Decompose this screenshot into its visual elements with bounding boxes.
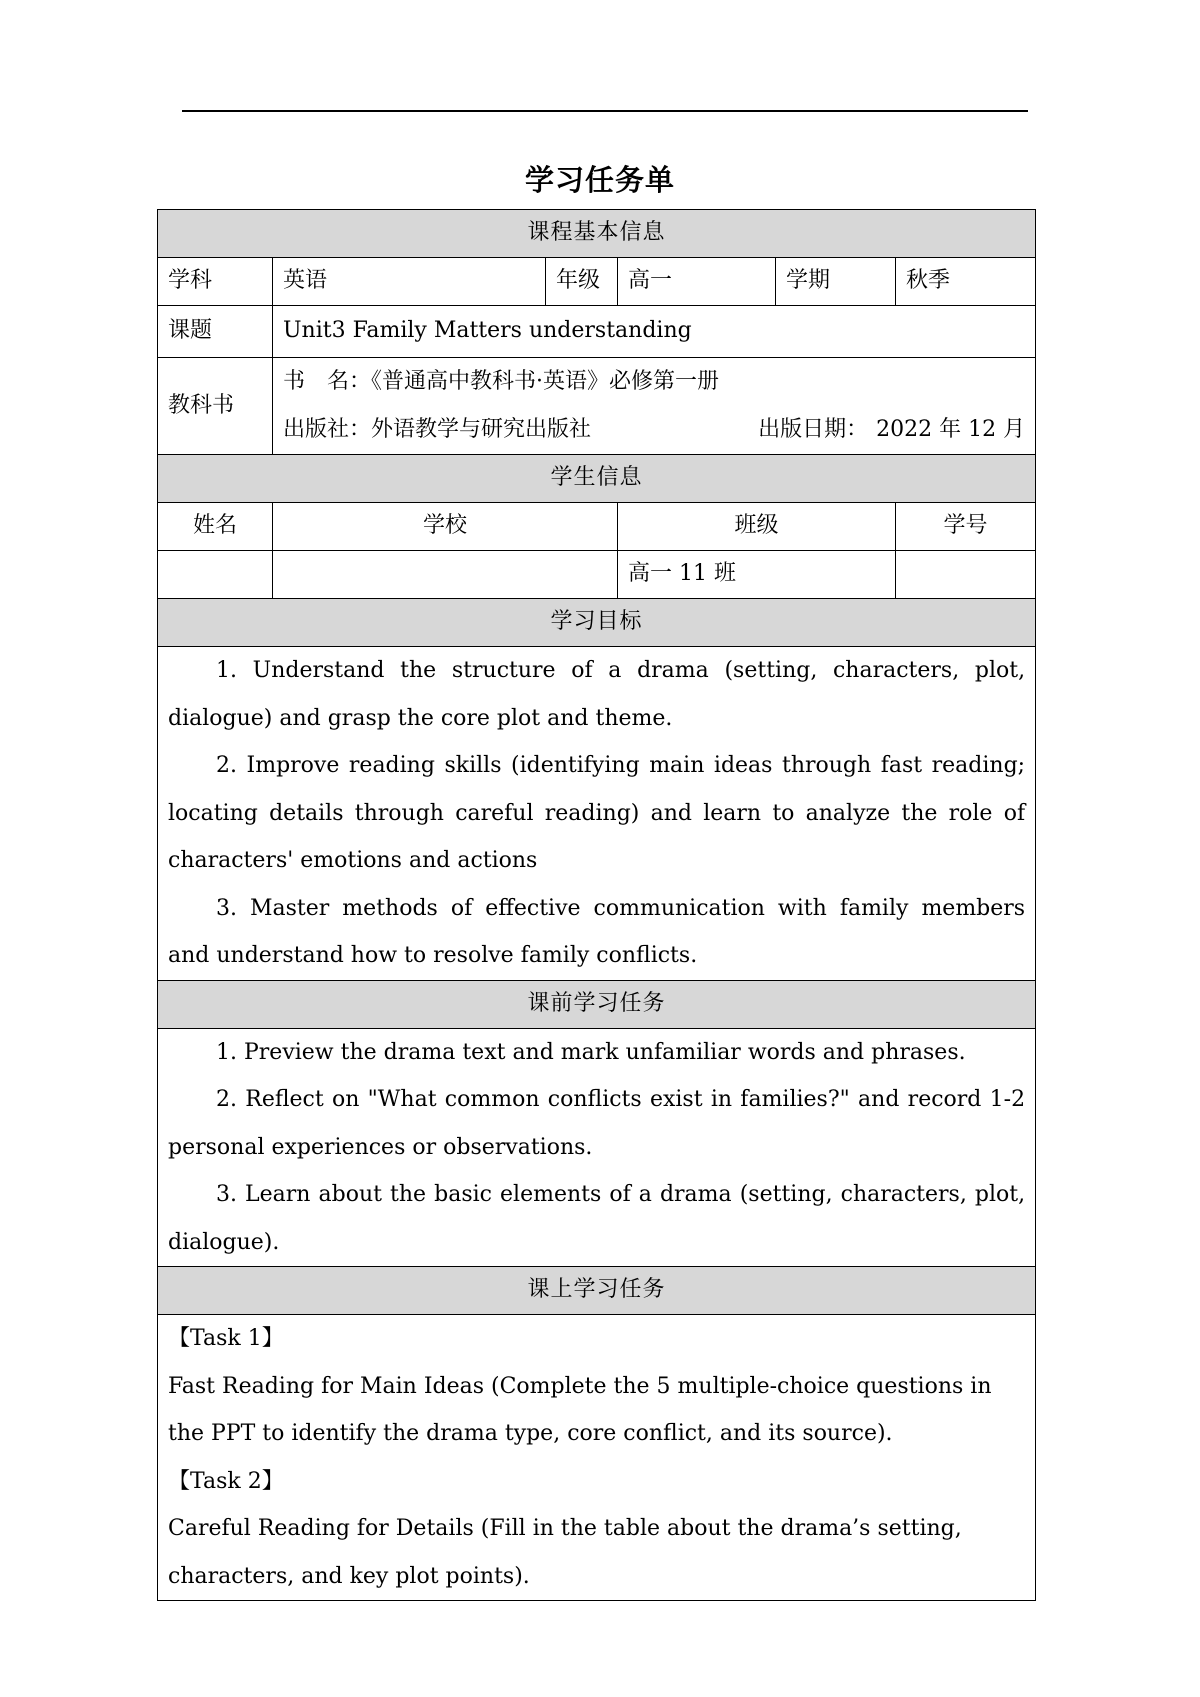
term-label: 学期 (776, 258, 896, 306)
subject-value: 英语 (273, 258, 546, 306)
col-header-name: 姓名 (158, 503, 273, 551)
student-school-cell[interactable] (273, 551, 618, 599)
task-2-label: 【Task 2】 (168, 1468, 284, 1494)
learning-goal-item: 2. Improve reading skills (identifying main ideas through fast reading; locating details through careful reading) and learn to analyze the role of characters' emotions and actions (168, 753, 1026, 873)
student-id-cell[interactable] (896, 551, 1036, 599)
pre-class-item: 1. Preview the drama text and mark unfamiliar words and phrases. (216, 1039, 966, 1065)
publisher-value: 外语教学与研究出版社 (371, 417, 592, 442)
publisher-label: 出版社： (283, 417, 372, 442)
topic-label: 课题 (158, 306, 273, 358)
subject-label: 学科 (158, 258, 273, 306)
grade-label: 年级 (546, 258, 618, 306)
task-1-text: Fast Reading for Main Ideas (Complete the 5 multiple-choice questions in the PPT to identify the drama type, core conflict, and its source). (168, 1373, 992, 1446)
student-name-cell[interactable] (158, 551, 273, 599)
section-pre-class-tasks: 课前学习任务 (158, 980, 1036, 1028)
learning-goals-content (158, 647, 1036, 981)
page-title: 学习任务单 (524, 163, 675, 197)
textbook-label: 教科书 (158, 358, 273, 455)
col-header-school: 学校 (273, 503, 618, 551)
student-class-cell[interactable]: 高一 11 班 (618, 551, 896, 599)
pre-class-item: 2. Reflect on "What common conflicts exist in families?" and record 1-2 personal experiences or observations. (168, 1087, 1026, 1160)
header-rule (182, 110, 1028, 112)
book-name-line (283, 358, 1025, 406)
book-name-value: 《普通高中教科书·英语》必修第一册 (371, 369, 720, 394)
section-course-info: 课程基本信息 (158, 210, 1036, 258)
learning-goal-item: 3. Master methods of effective communication with family members and understand how to resolve family conflicts. (168, 895, 1026, 968)
pre-class-content (158, 1028, 1036, 1267)
section-in-class-tasks: 课上学习任务 (158, 1267, 1036, 1315)
book-name-label: 书 名： (283, 369, 372, 394)
section-student-info: 学生信息 (158, 455, 1036, 503)
topic-value: Unit3 Family Matters understanding (273, 306, 1036, 358)
col-header-student-id: 学号 (896, 503, 1036, 551)
textbook-info (273, 358, 1036, 455)
in-class-content (158, 1315, 1036, 1601)
publisher-line (283, 406, 1025, 454)
pub-date-value: 2022 年 12 月 (876, 417, 1026, 442)
task-2-text: Careful Reading for Details (Fill in the table about the drama’s setting, characters, and key plot points). (168, 1516, 962, 1589)
task-sheet-table (157, 209, 1036, 1601)
pub-date-label: 出版日期： (758, 417, 869, 442)
section-learning-goals: 学习目标 (158, 599, 1036, 647)
grade-value: 高一 (618, 258, 776, 306)
term-value: 秋季 (896, 258, 1036, 306)
learning-goal-item: 1. Understand the structure of a drama (setting, characters, plot, dialogue) and grasp the core plot and theme. (168, 658, 1026, 731)
pre-class-item: 3. Learn about the basic elements of a drama (setting, characters, plot, dialogue). (168, 1182, 1026, 1255)
col-header-class: 班级 (618, 503, 896, 551)
task-1-label: 【Task 1】 (168, 1326, 284, 1351)
